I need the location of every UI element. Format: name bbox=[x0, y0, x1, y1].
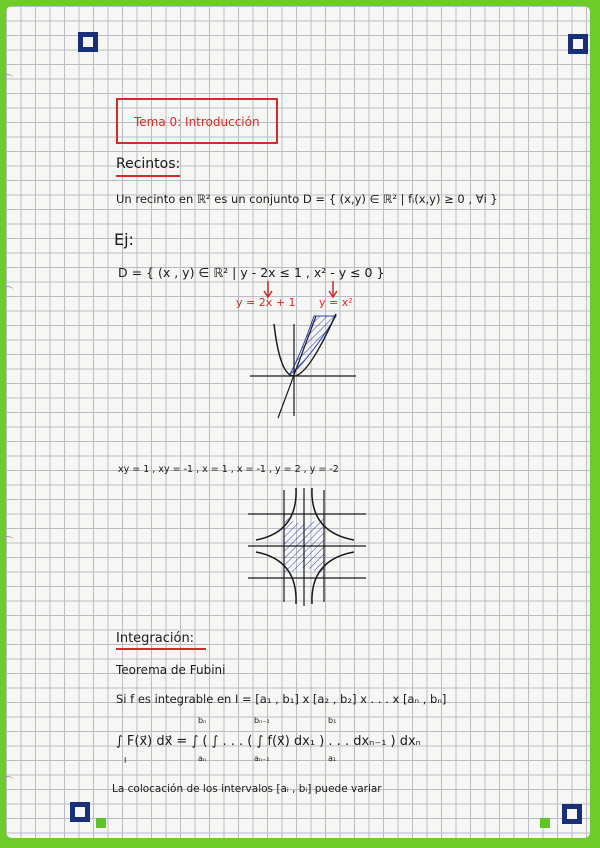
theorem-name: Teorema de Fubini bbox=[116, 663, 226, 677]
notebook-page bbox=[6, 6, 590, 838]
integral-formula: ∫ F(x⃗) dx⃗ = ∫ ( ∫ . . . ( ∫ f(x⃗) dx₁ ) . . . dxₙ₋₁ ) dxₙ bbox=[116, 734, 421, 749]
integral-lower-an: aₙ bbox=[198, 754, 207, 763]
curve-label-line: y = 2x + 1 bbox=[236, 296, 296, 309]
example-set: D = { (x , y) ∈ ℝ² | y - 2x ≤ 1 , x² - y ≤ 0 } bbox=[118, 265, 385, 280]
note-text: La colocación de los intervalos [aᵢ , bᵢ] puede variar bbox=[112, 783, 382, 795]
example2-conditions: xy = 1 , xy = -1 , x = 1 , x = -1 , y = 2 , y = -2 bbox=[118, 464, 339, 475]
integral-lower-a1: a₁ bbox=[328, 754, 337, 763]
section-recintos: Recintos: bbox=[116, 156, 181, 172]
example-label: Ej: bbox=[114, 230, 134, 249]
theorem-statement: Si f es integrable en I = [a₁ , b₁] x [a₂ , b₂] x . . . x [aₙ , bₙ] bbox=[116, 692, 447, 706]
region-graph-1 bbox=[238, 306, 358, 426]
section-underline bbox=[116, 648, 206, 650]
page-title: Tema 0: Introducción bbox=[134, 115, 260, 129]
definition-text: Un recinto en ℝ² es un conjunto D = { (x,y) ∈ ℝ² | fᵢ(x,y) ≥ 0 , ∀i } bbox=[116, 192, 498, 206]
integral-upper-bn1: bₙ₋₁ bbox=[254, 716, 270, 725]
region-graph-2 bbox=[238, 484, 378, 609]
integral-lower-I: I bbox=[124, 756, 127, 765]
section-integracion: Integración: bbox=[116, 631, 195, 646]
integral-lower-an1: aₙ₋₁ bbox=[254, 754, 270, 763]
curve-label-parabola: y = x² bbox=[319, 296, 353, 309]
integral-upper-bn: bₙ bbox=[198, 716, 207, 725]
integral-upper-b1: b₁ bbox=[328, 716, 337, 725]
